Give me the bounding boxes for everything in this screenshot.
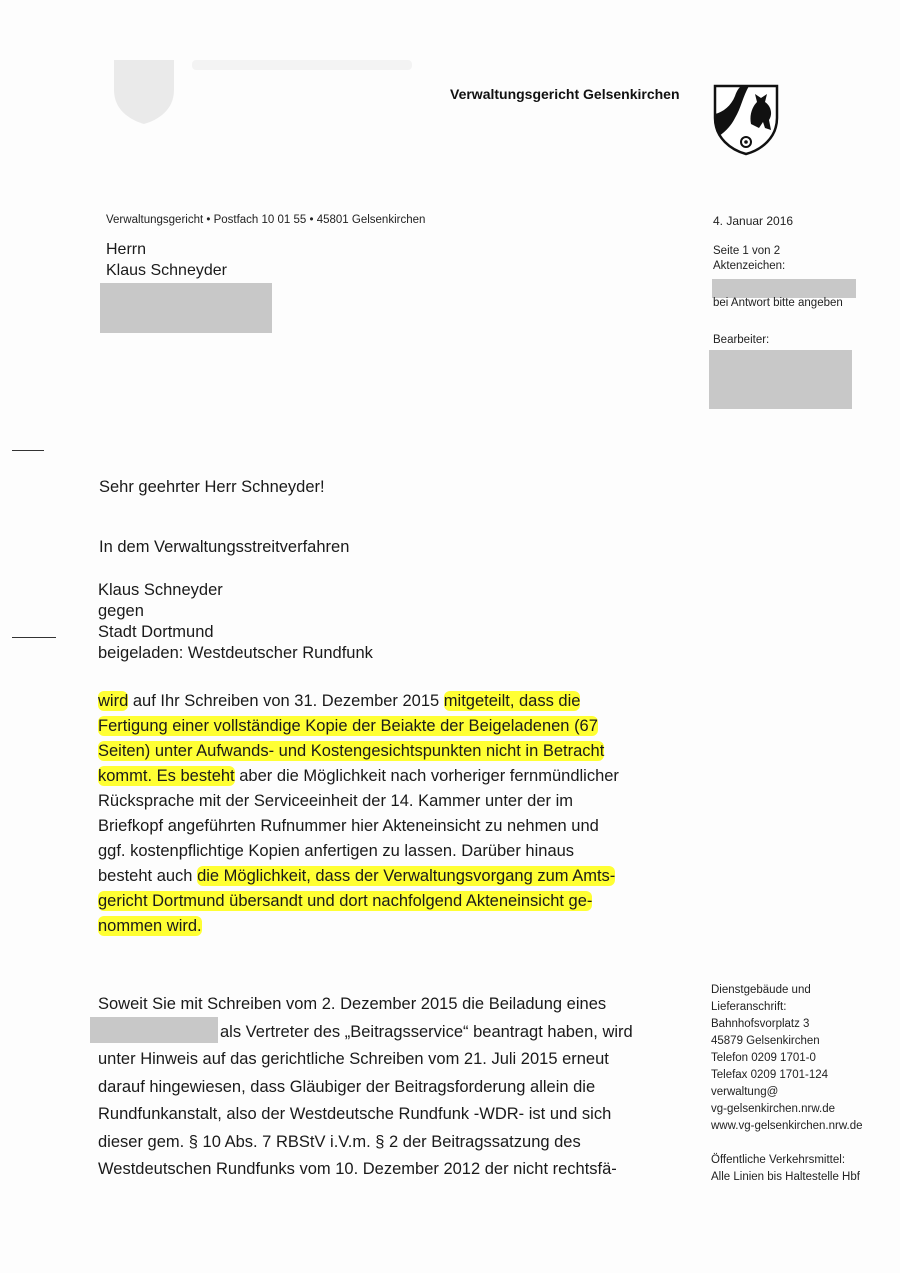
antwort-hint: bei Antwort bitte angeben [713, 297, 843, 309]
representative-redaction [90, 1017, 218, 1043]
recipient-name: Klaus Schneyder [106, 262, 227, 279]
contact-line: 45879 Gelsenkirchen [711, 1035, 820, 1047]
highlight-1: wird [98, 692, 129, 710]
contact-line: www.vg-gelsenkirchen.nrw.de [711, 1120, 863, 1132]
p1-line-1-text: auf Ihr Schreiben von 31. Dezember 2015 [128, 692, 444, 710]
p2-line-6: dieser gem. § 10 Abs. 7 RBStV i.V.m. § 2 der Beitragssatzung des [98, 1132, 581, 1151]
aktenzeichen-label: Aktenzeichen: [713, 260, 786, 272]
faded-header-shadow [192, 60, 412, 70]
bearbeiter-label: Bearbeiter: [713, 334, 770, 346]
bearbeiter-redaction [709, 350, 852, 409]
contact-line: Telefax 0209 1701-124 [711, 1069, 829, 1081]
p2-line-3: unter Hinweis auf das gerichtliche Schreiben vom 21. Juli 2015 erneut [98, 1050, 609, 1068]
greeting: Sehr geehrter Herr Schneyder! [99, 478, 325, 496]
recipient-salutation: Herrn [106, 241, 147, 258]
p2-line-1: Soweit Sie mit Schreiben vom 2. Dezember 2015 die Beiladung eines [98, 995, 607, 1013]
recipient-address [106, 239, 227, 281]
party-plaintiff: Klaus Schneyder [98, 581, 223, 599]
highlight-2: mitgeteilt, dass die [443, 692, 581, 710]
p1-line-3 [98, 739, 688, 764]
court-name: Verwaltungsgericht Gelsenkirchen [450, 86, 680, 102]
contact-line: verwaltung@ [711, 1086, 779, 1098]
highlight-2-cont: Fertigung einer vollständige Kopie der Beiakte der Beigeladenen (67 [98, 717, 598, 735]
sender-address-line: Verwaltungsgericht • Postfach 10 01 55 • 45801 Gelsenkirchen [106, 214, 426, 226]
contact-line: Dienstgebäude und [711, 984, 811, 996]
contact-line: Bahnhofsvorplatz 3 [711, 1018, 810, 1030]
contact-line: Telefon 0209 1701-0 [711, 1052, 816, 1064]
p2-line-5: Rundfunkanstalt, also der Westdeutsche Rundfunk -WDR- ist und sich [98, 1105, 612, 1123]
p2-line-7: Westdeutschen Rundfunks vom 10. Dezember 2012 der nicht rechtsfä- [98, 1160, 617, 1178]
parties-block [98, 580, 373, 664]
p1-line-10 [98, 914, 688, 939]
contact-line: vg-gelsenkirchen.nrw.de [711, 1103, 836, 1115]
p1-line-8 [98, 864, 688, 889]
recipient-address-redaction [100, 283, 272, 333]
fold-mark-2 [12, 637, 56, 638]
highlight-2-cont: Seiten) unter Aufwands- und Kostengesichtspunkten nicht in Betracht [98, 742, 605, 760]
transport-label: Öffentliche Verkehrsmittel: [711, 1154, 846, 1166]
p1-line-7: ggf. kostenpflichtige Kopien anfertigen zu lassen. Darüber hinaus [98, 842, 575, 860]
p1-line-1 [98, 689, 688, 714]
nrw-coat-of-arms-icon [713, 84, 779, 156]
p2-line-2: als Vertreter des „Beitragsservice“ beantragt haben, wird [220, 1022, 633, 1041]
highlight-2-end: kommt. Es besteht [98, 767, 235, 785]
highlight-3-end: nommen wird. [98, 917, 202, 935]
party-joined: beigeladen: Westdeutscher Rundfunk [98, 644, 373, 662]
letter-date: 4. Januar 2016 [713, 214, 794, 228]
p1-line-4-text: aber die Möglichkeit nach vorheriger fernmündlicher [234, 767, 619, 785]
faded-crest-shadow [108, 54, 180, 126]
contact-line: Lieferanschrift: [711, 1001, 787, 1013]
p1-line-9 [98, 889, 688, 914]
p1-line-4 [98, 764, 688, 789]
fold-mark-1 [12, 450, 44, 451]
highlight-3: die Möglichkeit, dass der Verwaltungsvorgang zum Amts- [197, 867, 616, 885]
court-contact-block [711, 982, 863, 1186]
contact-spacer [711, 1135, 863, 1152]
p1-line-5: Rücksprache mit der Serviceeinheit der 14. Kammer unter der im [98, 792, 574, 810]
highlight-3-cont: gericht Dortmund übersandt und dort nachfolgend Akteneinsicht ge- [98, 892, 593, 910]
p1-line-8-text: besteht auch [98, 867, 198, 885]
proceedings-intro: In dem Verwaltungsstreitverfahren [99, 538, 350, 556]
paragraph-1 [98, 689, 688, 939]
p1-line-6: Briefkopf angeführten Rufnummer hier Akteneinsicht zu nehmen und [98, 817, 599, 835]
party-versus: gegen [98, 602, 144, 620]
transport-line: Alle Linien bis Haltestelle Hbf [711, 1171, 860, 1183]
p1-line-2 [98, 714, 688, 739]
page-number: Seite 1 von 2 [713, 245, 781, 257]
party-defendant: Stadt Dortmund [98, 623, 214, 641]
p2-line-4: darauf hingewiesen, dass Gläubiger der Beitragsforderung allein die [98, 1077, 596, 1096]
